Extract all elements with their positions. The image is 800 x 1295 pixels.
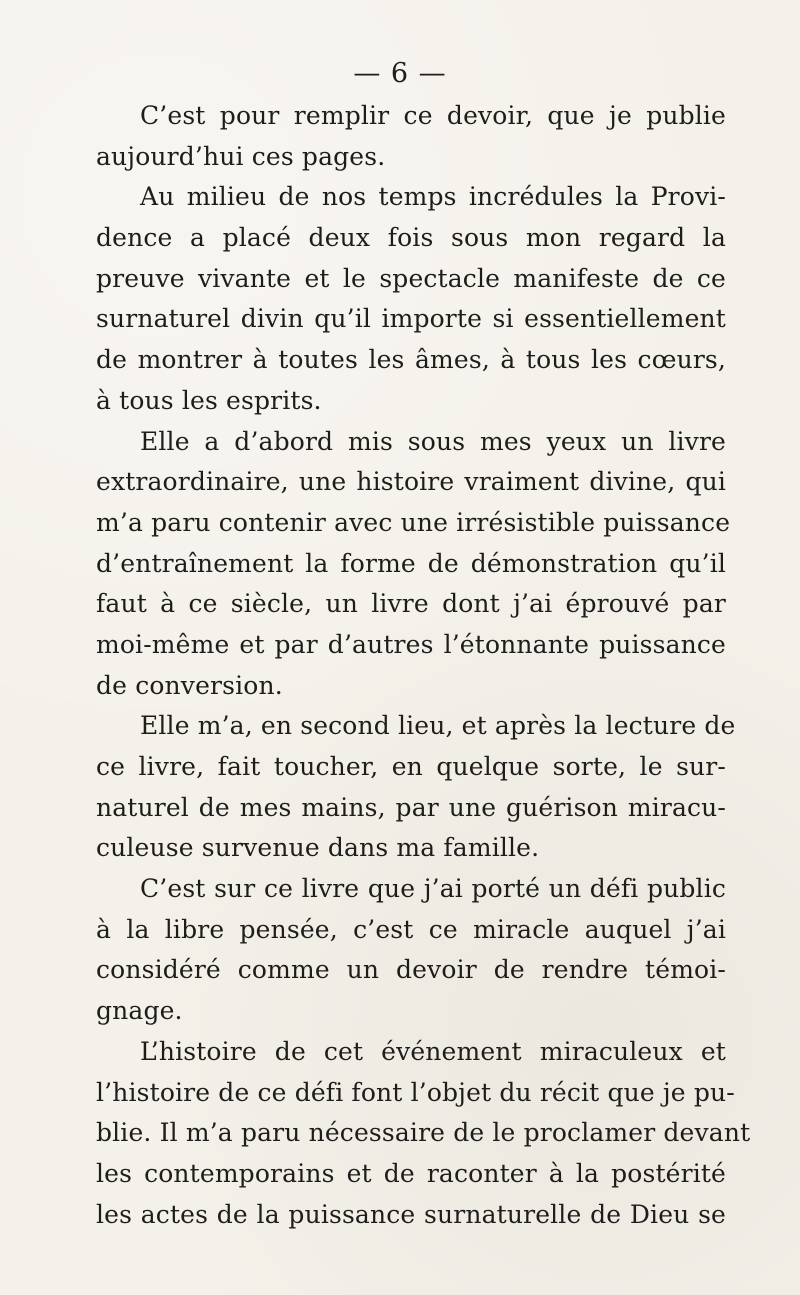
text-line: m’a paru contenir avec une irrésistible puissance xyxy=(96,507,731,537)
text-line: de montrer à toutes les âmes, à tous les cœurs, xyxy=(96,345,726,375)
text-line: C’est pour remplir ce devoir, que je publie xyxy=(140,101,726,130)
text-line: les actes de la puissance surnaturelle de Dieu se xyxy=(96,1199,726,1229)
text-line: les contemporains et de raconter à la postérité xyxy=(96,1158,726,1188)
text-line: à tous les esprits. xyxy=(96,385,322,415)
text-line: à la libre pensée, c’est ce miracle auquel j’ai xyxy=(96,914,726,944)
text-line: aujourd’hui ces pages. xyxy=(96,141,386,171)
text-line: blie. Il m’a paru nécessaire de le proclamer devant xyxy=(96,1118,751,1148)
text-line: naturel de mes mains, par une guérison miracu- xyxy=(96,792,726,822)
text-line: l’histoire de ce défi font l’objet du récit que je pu- xyxy=(96,1077,735,1107)
body-text xyxy=(96,96,751,1235)
text-line: Elle m’a, en second lieu, et après la lecture de xyxy=(140,711,736,741)
text-line: C’est sur ce livre que j’ai porté un défi public xyxy=(140,874,726,904)
text-line: faut à ce siècle, un livre dont j’ai éprouvé par xyxy=(96,589,726,619)
text-line: L’histoire de cet événement miraculeux et xyxy=(140,1036,726,1066)
text-line: culeuse survenue dans ma famille. xyxy=(96,833,540,863)
text-line: considéré comme un devoir de rendre témoi- xyxy=(96,955,726,985)
text-line: Elle a d’abord mis sous mes yeux un livre xyxy=(140,426,726,456)
text-line: extraordinaire, une histoire vraiment divine, qui xyxy=(96,467,726,497)
text-line: d’entraînement la forme de démonstration qu’il xyxy=(96,548,726,578)
text-line: moi-même et par d’autres l’étonnante puissance xyxy=(96,629,726,659)
page-number: — 6 — xyxy=(353,58,447,89)
text-line: de conversion. xyxy=(96,670,283,700)
text-line: dence a placé deux fois sous mon regard la xyxy=(96,223,726,253)
text-line: Au milieu de nos temps incrédules la Provi- xyxy=(140,182,726,212)
text-line: surnaturel divin qu’il importe si essentiellement xyxy=(96,304,726,334)
text-line: preuve vivante et le spectacle manifeste de ce xyxy=(96,263,726,293)
text-line: gnage. xyxy=(96,996,183,1026)
text-line: ce livre, fait toucher, en quelque sorte, le sur- xyxy=(96,752,726,781)
